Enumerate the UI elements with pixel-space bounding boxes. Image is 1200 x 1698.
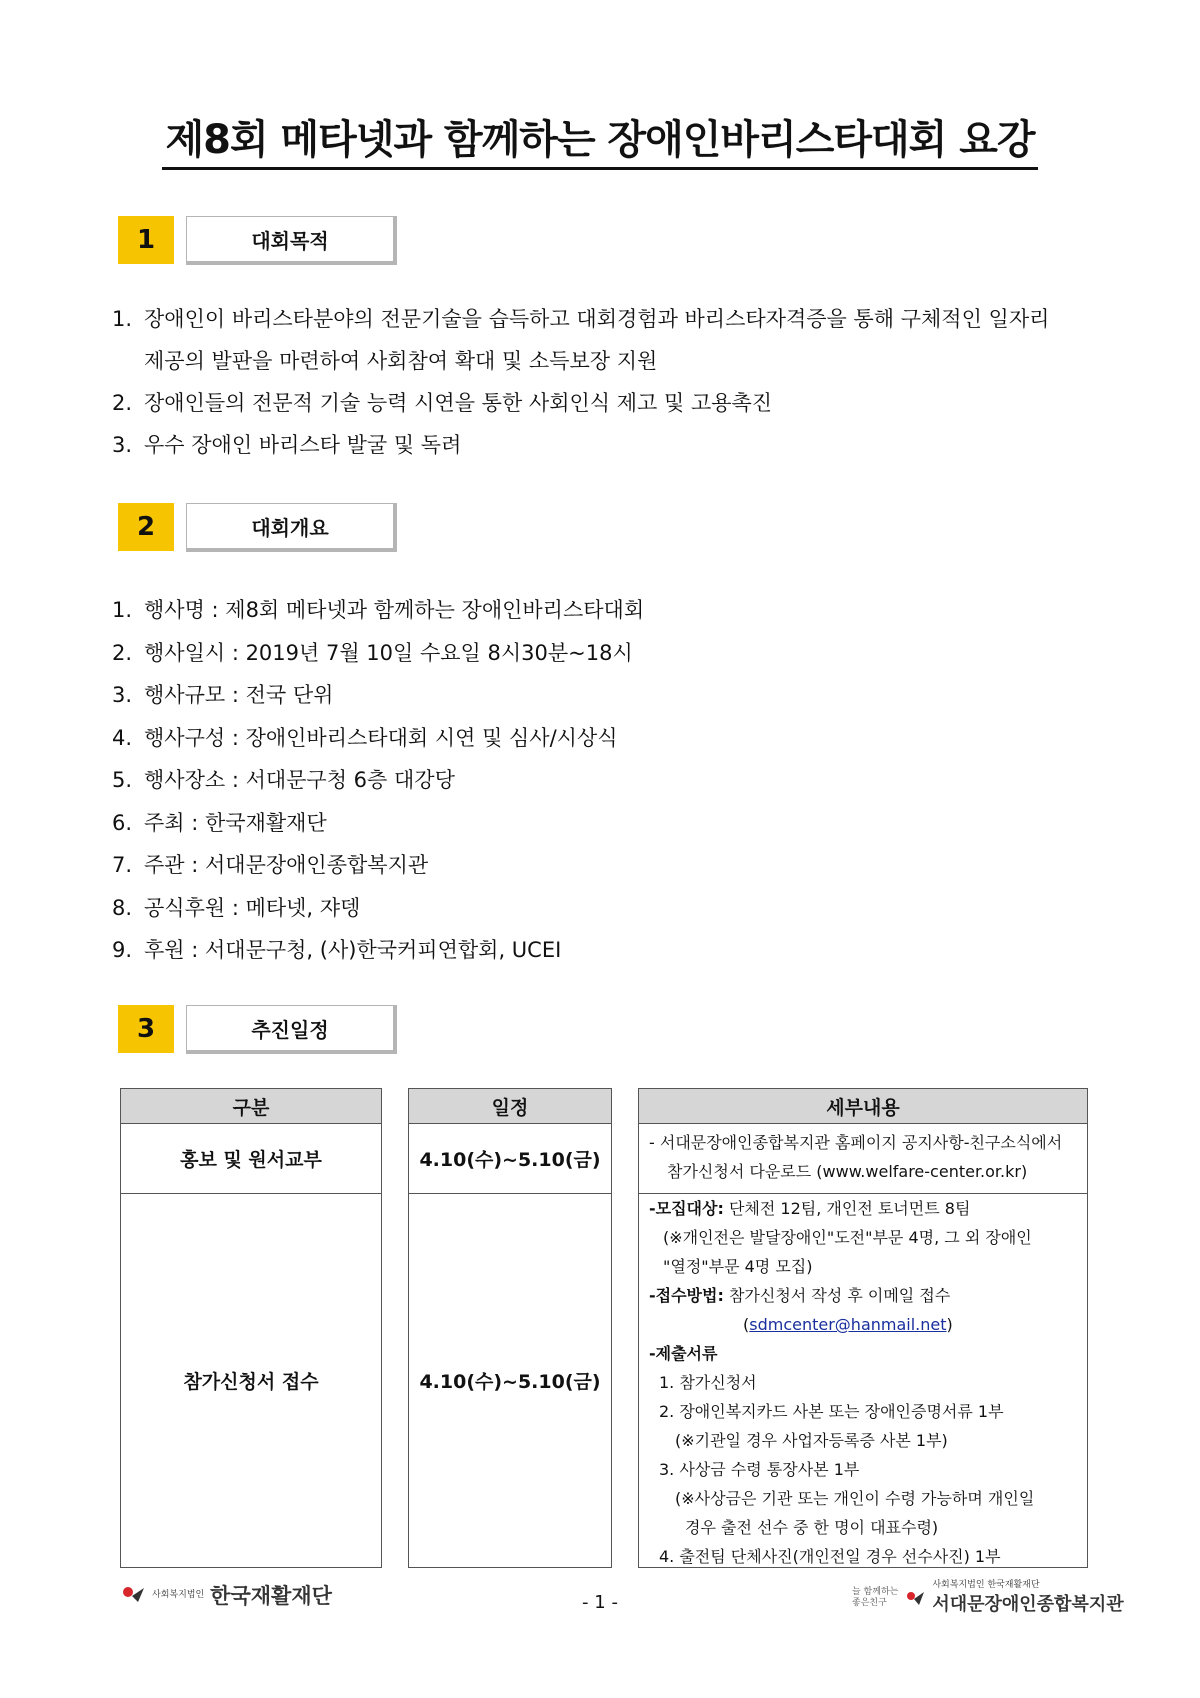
section-label: 대회개요 (186, 503, 397, 552)
org-type: 사회복지법인 (152, 1590, 205, 1600)
page-number: - 1 - (582, 1592, 618, 1613)
list-item: 3. 우수 장애인 바리스타 발굴 및 독려 (112, 433, 462, 457)
section-number: 3 (118, 1005, 174, 1053)
list-item: 8. 공식후원 : 메타넷, 쟈뎅 (112, 895, 361, 920)
list-item: 4. 행사구성 : 장애인바리스타대회 시연 및 심사/시상식 (112, 725, 618, 750)
table-header-date: 일정 (408, 1088, 612, 1124)
list-item: 6. 주최 : 한국재활재단 (112, 810, 327, 835)
section-label: 대회목적 (186, 216, 397, 265)
table-cell-detail: -모집대상: 단체전 12팀, 개인전 토너먼트 8팀 (※개인전은 발달장애인"도전"부문 4명, 그 외 장애인 "열정"부문 4명 모집) -접수방법: 참가신청서 작성 후 이메일 접수 (sdmcenter@hanmail.net) -제출서류 1. 참가신청서 2. 장애인복지카드 사본 또는 장애인증명서류 1부 (※기관일 경우 사업자등록증 사본 1부) 3. 사상금 수령 통장사본 1부 (※사상금은 기관 또는 개인이 수령 가능하며 개인일 경우 출전 선수 중 한 명이 대표수령) 4. 출전팀 단체사진(개인전일 경우 선수사진) 1부 (638, 1194, 1088, 1568)
table-header-category: 구분 (120, 1088, 382, 1124)
page-title: 제8회 메타넷과 함께하는 장애인바리스타대회 요강 (0, 108, 1200, 165)
table-cell-date: 4.10(수)~5.10(금) (408, 1194, 612, 1568)
org-name: 서대문장애인종합복지관 (932, 1594, 1124, 1615)
purpose-list (112, 298, 1049, 466)
section-number: 1 (118, 216, 174, 264)
table-cell-category: 참가신청서 접수 (120, 1194, 382, 1568)
list-item: 2. 행사일시 : 2019년 7월 10일 수요일 8시30분~18시 (112, 640, 633, 665)
table-cell-category: 홍보 및 원서교부 (120, 1124, 382, 1194)
welfare-center-logo-icon (904, 1587, 926, 1609)
list-item: 1. 행사명 : 제8회 메타넷과 함께하는 장애인바리스타대회 (112, 598, 645, 622)
list-item: 5. 행사장소 : 서대문구청 6층 대강당 (112, 768, 455, 792)
section-label: 추진일정 (186, 1005, 397, 1054)
slogan-line: 좋은친구 (852, 1598, 887, 1608)
table-cell-date: 4.10(수)~5.10(금) (408, 1124, 612, 1194)
table-header-detail: 세부내용 (638, 1088, 1088, 1124)
overview-list (112, 589, 644, 972)
list-item: 7. 주관 : 서대문장애인종합복지관 (112, 853, 429, 877)
org-type: 사회복지법인 한국재활재단 (932, 1580, 1040, 1590)
section-number: 2 (118, 503, 174, 551)
list-item: 9. 후원 : 서대문구청, (사)한국커피연합회, UCEI (112, 938, 562, 962)
list-item: 1. 장애인이 바리스타분야의 전문기술을 습득하고 대회경험과 바리스타자격증을 통해 구체적인 일자리 제공의 발판을 마련하여 사회참여 확대 및 소득보장 지원 (112, 307, 1050, 373)
table-cell-detail: - 서대문장애인종합복지관 홈페이지 공지사항-친구소식에서 참가신청서 다운로드 (www.welfare-center.or.kr) (638, 1124, 1088, 1194)
slogan-line: 늘 함께하는 (852, 1587, 899, 1597)
footer-org-right (852, 1580, 1124, 1616)
list-item: 2. 장애인들의 전문적 기술 능력 시연을 통한 사회인식 제고 및 고용촉진 (112, 391, 773, 415)
org-name: 한국재활재단 (210, 1584, 332, 1608)
list-item: 3. 행사규모 : 전국 단위 (112, 683, 334, 707)
email-link[interactable]: sdmcenter@hanmail.net (749, 1315, 947, 1334)
